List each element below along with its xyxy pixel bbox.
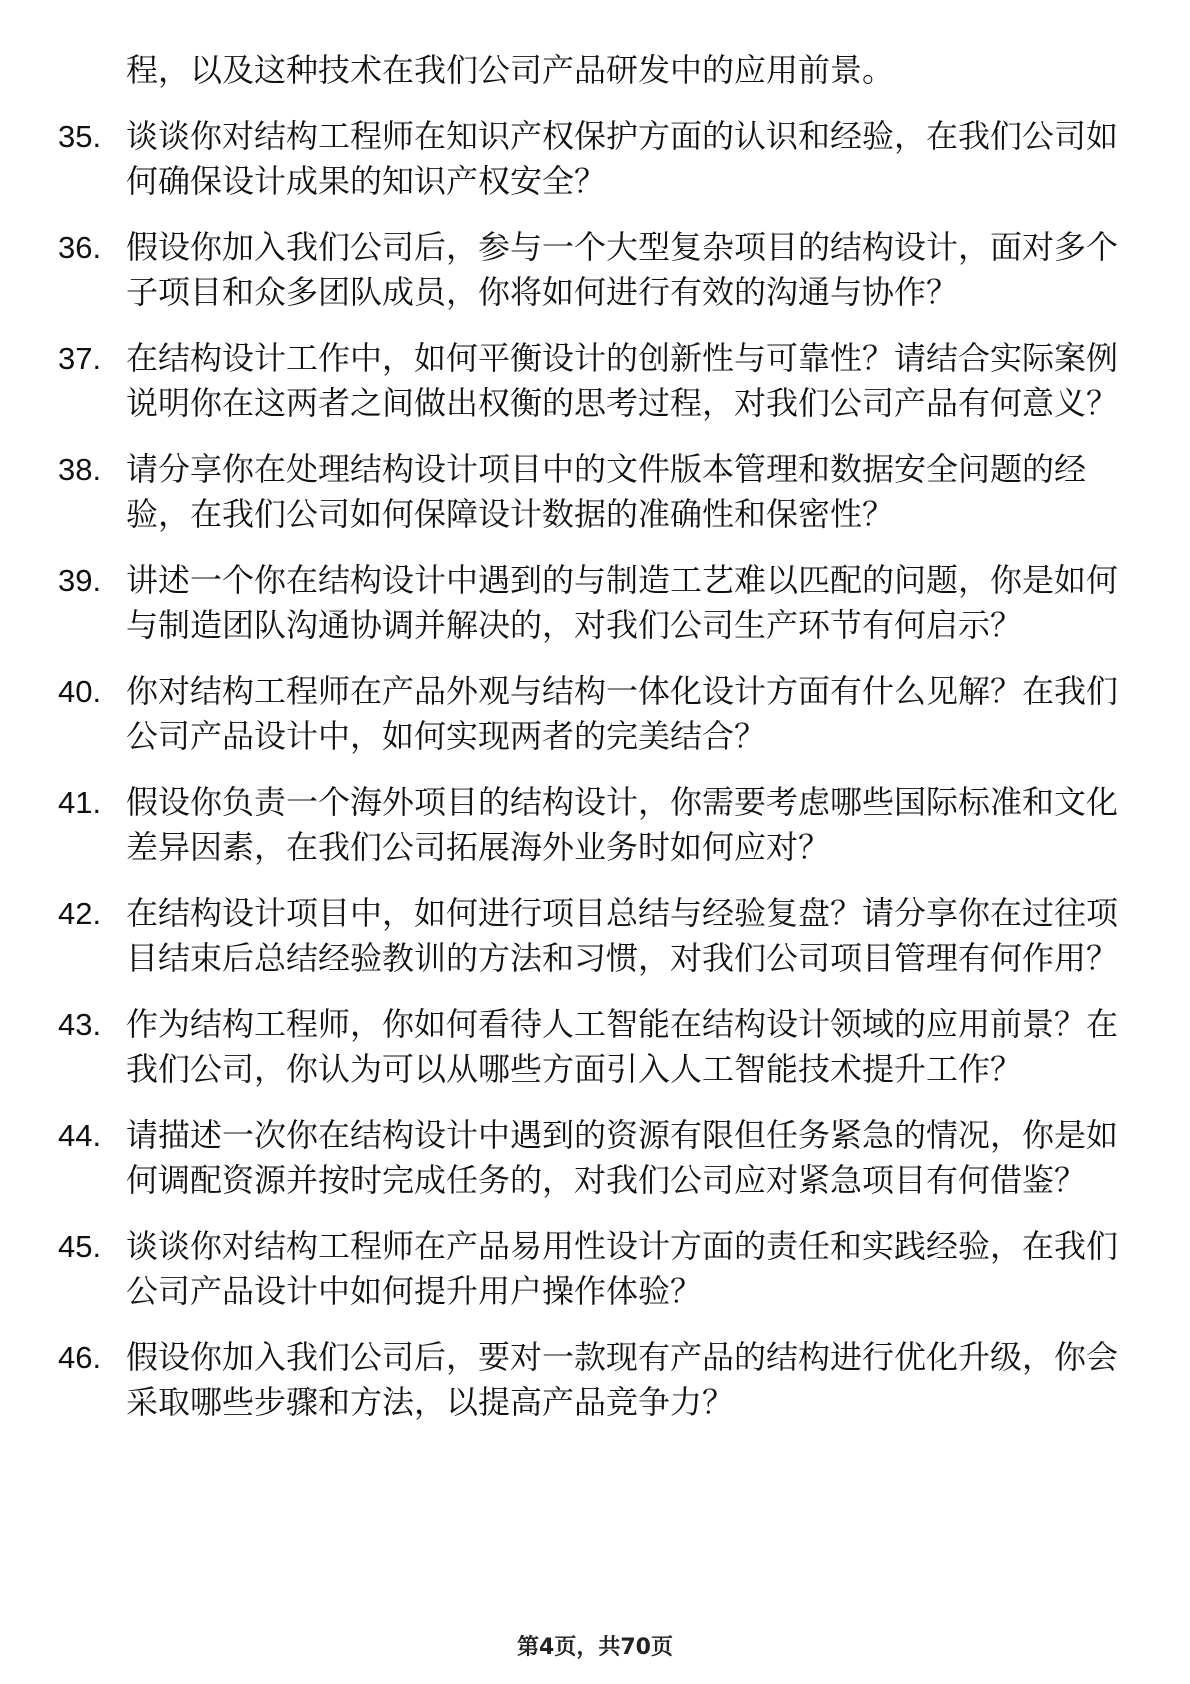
question-item	[58, 114, 1118, 204]
question-item	[58, 891, 1118, 981]
question-item	[58, 225, 1118, 315]
question-item	[58, 336, 1118, 426]
question-text: 假设你加入我们公司后，参与一个大型复杂项目的结构设计，面对多个子项目和众多团队成员，你将如何进行有效的沟通与协作？	[126, 228, 1119, 311]
question-text: 讲述一个你在结构设计中遇到的与制造工艺难以匹配的问题，你是如何与制造团队沟通协调并解决的，对我们公司生产环节有何启示？	[126, 561, 1119, 644]
question-item	[58, 1113, 1118, 1203]
question-number: 35.	[58, 119, 102, 154]
question-item	[58, 669, 1118, 759]
page-footer: 第4页，共70页	[517, 1635, 673, 1660]
question-number: 45.	[58, 1229, 102, 1264]
question-item	[58, 1335, 1118, 1425]
question-number: 43.	[58, 1007, 102, 1042]
question-text: 假设你加入我们公司后，要对一款现有产品的结构进行优化升级，你会采取哪些步骤和方法，以提高产品竞争力？	[126, 1338, 1119, 1421]
question-text: 谈谈你对结构工程师在知识产权保护方面的认识和经验，在我们公司如何确保设计成果的知识产权安全？	[126, 117, 1119, 200]
question-number: 36.	[58, 230, 102, 265]
question-item	[58, 558, 1118, 648]
question-number: 38.	[58, 452, 102, 487]
question-item	[58, 1224, 1118, 1314]
question-text: 假设你负责一个海外项目的结构设计，你需要考虑哪些国际标准和文化差异因素，在我们公司拓展海外业务时如何应对？	[126, 783, 1119, 866]
question-number: 44.	[58, 1118, 102, 1153]
question-text: 你对结构工程师在产品外观与结构一体化设计方面有什么见解？在我们公司产品设计中，如何实现两者的完美结合？	[126, 672, 1119, 755]
question-item	[58, 1002, 1118, 1092]
question-text: 在结构设计项目中，如何进行项目总结与经验复盘？请分享你在过往项目结束后总结经验教训的方法和习惯，对我们公司项目管理有何作用？	[126, 894, 1119, 977]
question-number: 40.	[58, 674, 102, 709]
question-list	[58, 48, 1118, 1446]
question-text: 请分享你在处理结构设计项目中的文件版本管理和数据安全问题的经验，在我们公司如何保障设计数据的准确性和保密性？	[126, 450, 1087, 533]
question-number: 46.	[58, 1340, 102, 1375]
question-text: 请描述一次你在结构设计中遇到的资源有限但任务紧急的情况，你是如何调配资源并按时完成任务的，对我们公司应对紧急项目有何借鉴？	[126, 1116, 1119, 1199]
question-item	[58, 447, 1118, 537]
question-item	[58, 780, 1118, 870]
question-text: 作为结构工程师，你如何看待人工智能在结构设计领域的应用前景？在我们公司，你认为可以从哪些方面引入人工智能技术提升工作？	[126, 1005, 1119, 1088]
question-number: 42.	[58, 896, 102, 931]
question-number: 39.	[58, 563, 102, 598]
question-number: 41.	[58, 785, 102, 820]
question-number: 37.	[58, 341, 102, 376]
continued-paragraph: 程，以及这种技术在我们公司产品研发中的应用前景。	[126, 51, 895, 89]
question-text: 在结构设计工作中，如何平衡设计的创新性与可靠性？请结合实际案例说明你在这两者之间做出权衡的思考过程，对我们公司产品有何意义？	[126, 339, 1119, 422]
question-text: 谈谈你对结构工程师在产品易用性设计方面的责任和实践经验，在我们公司产品设计中如何提升用户操作体验？	[126, 1227, 1119, 1310]
